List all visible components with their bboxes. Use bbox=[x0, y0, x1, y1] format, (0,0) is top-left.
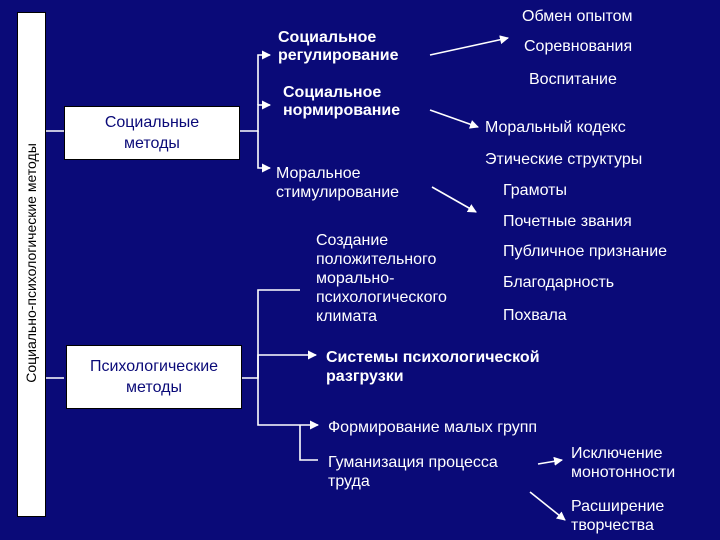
psych-relief-systems: Системы психологической разгрузки bbox=[326, 349, 540, 385]
moral-stimulation: Моральное стимулирование bbox=[276, 165, 400, 201]
social-normation: Социальное нормирование bbox=[283, 84, 401, 119]
normation-item: Моральный кодекс bbox=[485, 119, 626, 136]
social-methods-label: Социальные методы bbox=[104, 114, 200, 152]
climate-creation: Создание положительного морально- психологического климата bbox=[316, 232, 447, 325]
normation-item: Этические структуры bbox=[485, 151, 643, 168]
psych-methods-label: Психологические методы bbox=[89, 358, 219, 396]
stimulation-item: Публичное признание bbox=[503, 243, 668, 260]
humanization-item: Исключение монотонности bbox=[571, 445, 676, 481]
social-methods-box bbox=[64, 106, 240, 160]
side-label: Социально-психологические методы bbox=[23, 143, 39, 383]
regulation-item: Соревнования bbox=[524, 38, 633, 55]
stimulation-item: Благодарность bbox=[503, 274, 615, 291]
stimulation-item: Похвала bbox=[503, 307, 567, 324]
stimulation-item: Почетные звания bbox=[503, 213, 632, 230]
social-regulation: Социальное регулирование bbox=[278, 29, 399, 64]
psych-methods-box bbox=[66, 345, 242, 409]
labor-humanization: Гуманизация процесса труда bbox=[328, 454, 498, 490]
regulation-item: Обмен опытом bbox=[522, 8, 633, 25]
stimulation-item: Грамоты bbox=[503, 182, 567, 199]
humanization-item: Расширение творчества bbox=[571, 498, 665, 534]
small-groups: Формирование малых групп bbox=[328, 419, 538, 436]
regulation-item: Воспитание bbox=[529, 71, 617, 88]
